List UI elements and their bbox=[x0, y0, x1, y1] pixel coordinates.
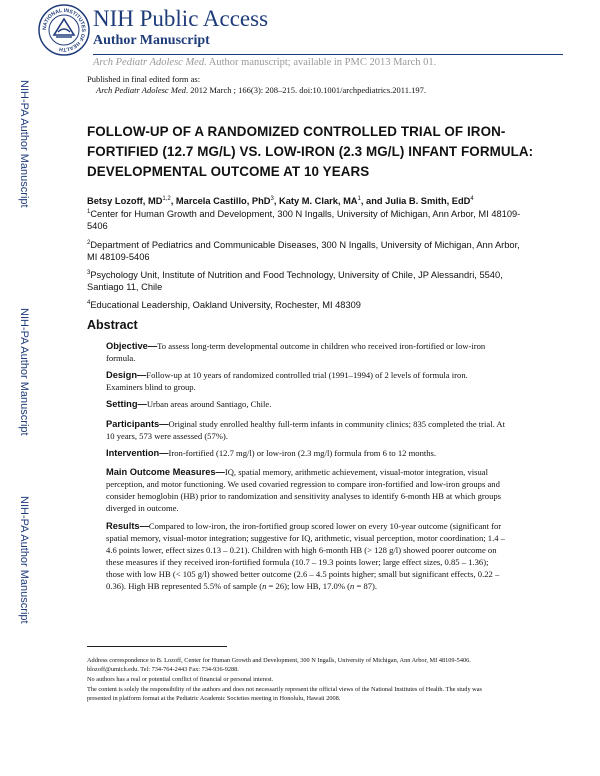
affiliation-mark: 1 bbox=[87, 209, 91, 215]
side-label: NIH-PA Author Manuscript bbox=[18, 496, 30, 624]
section-text: To assess long-term developmental outcome in children who received iron-fortified or low-iron formula. bbox=[106, 341, 486, 363]
section-text: Original study enrolled healthy full-term infants in community clinics; 835 completed the trial. At 10 years, 573 were assessed (57%). bbox=[106, 419, 506, 441]
author-name: Katy M. Clark, MA bbox=[279, 196, 358, 207]
abstract-outcome-measures bbox=[106, 466, 506, 514]
journal-availability bbox=[93, 57, 436, 69]
affiliation bbox=[87, 237, 527, 263]
section-label: Objective— bbox=[106, 341, 158, 351]
citation-journal: Arch Pediatr Adolesc Med bbox=[96, 85, 186, 95]
section-text: Follow-up at 10 years of randomized controlled trial (1991–1994) of 2 levels of formula iron. Examiners blind to group. bbox=[106, 370, 468, 392]
author-separator: , bbox=[170, 196, 176, 207]
section-label: Setting— bbox=[106, 399, 147, 409]
section-text: Urban areas around Santiago, Chile. bbox=[146, 399, 272, 409]
abstract-intervention bbox=[106, 447, 506, 459]
section-label: Design— bbox=[106, 370, 147, 380]
seal-text: NATIONAL INSTITUTES OF HEALTH bbox=[41, 7, 87, 53]
author-separator: , and bbox=[360, 196, 386, 207]
affiliation-text: Educational Leadership, Oakland University, Rochester, MI 48309 bbox=[90, 300, 361, 311]
footnote-conflict: No authors has a real or potential conflict of financial or personal interest. bbox=[87, 676, 274, 683]
affiliation-mark: 4 bbox=[87, 300, 91, 306]
sample-size-symbol: n bbox=[350, 581, 355, 591]
affiliation-text: Psychology Unit, Institute of Nutrition and Food Technology, University of Chile, JP Alessandri, 5540, Santiago 11, Chile bbox=[87, 270, 503, 293]
side-label: NIH-PA Author Manuscript bbox=[18, 308, 30, 436]
affiliation-text: Department of Pediatrics and Communicable Diseases, 300 N Ingalls, University of Michigan, Ann Arbor, MI 48109-5406 bbox=[87, 240, 520, 263]
abstract-design bbox=[106, 369, 506, 393]
author-name: Julia B. Smith, EdD bbox=[385, 196, 471, 207]
abstract-heading: Abstract bbox=[87, 318, 138, 332]
author-manuscript-label: Author Manuscript bbox=[93, 33, 210, 48]
section-text: Compared to low-iron, the iron-fortified group scored lower on every 10-year outcome (significant for spatial memory, visual-motor integration; suggestive for IQ, arithmetic, visual perception, motor coordination; 1.4 – 4.6 points lower, effect sizes 0.13 – 0.21). Children with high 6-month HB (> 128 g/l) showed poorer outcome on these measures if they received iron-fortified formula (10.7 – 19.3 points lower; large effect sizes, 0.85 – 1.36); those with low HB (< 105 g/l) showed better outcome (2.6 – 4.5 points higher; small but significant effects, 0.22 – 0.36). High HB represented 5.5% of sample ( bbox=[106, 521, 505, 591]
section-text: = 87). bbox=[354, 581, 378, 591]
footnote-divider bbox=[87, 646, 227, 647]
affiliation-mark: 3 bbox=[87, 270, 91, 276]
author-affiliation-mark: 3 bbox=[270, 196, 274, 202]
author-separator: , bbox=[273, 196, 279, 207]
affiliation bbox=[87, 206, 527, 232]
section-label: Main Outcome Measures— bbox=[106, 467, 225, 477]
article-title: FOLLOW-UP OF A RANDOMIZED CONTROLLED TRIAL OF IRON-FORTIFIED (12.7 MG/L) VS. LOW-IRON (2.3 MG/L) INFANT FORMULA: DEVELOPMENTAL OUTCOME AT 10 YEARS bbox=[87, 124, 534, 179]
abstract-results bbox=[106, 520, 506, 592]
abstract-participants bbox=[106, 418, 506, 442]
affiliation-text: Center for Human Growth and Development, 300 N Ingalls, University of Michigan, Ann Arbor, MI 48109-5406 bbox=[87, 209, 521, 232]
section-text: Iron-fortified (12.7 mg/l) or low-iron (2.3 mg/l) formula from 6 to 12 months. bbox=[168, 448, 437, 458]
affiliation bbox=[87, 297, 527, 311]
header-divider bbox=[93, 54, 563, 55]
section-text: = 26); low HB, 17.0% ( bbox=[266, 581, 351, 591]
author-affiliation-mark: 1 bbox=[357, 196, 361, 202]
availability-text: Author manuscript; available in PMC 2013 March 01. bbox=[208, 57, 437, 68]
author-affiliation-mark: 1,2 bbox=[162, 196, 171, 202]
author-affiliation-mark: 4 bbox=[470, 196, 474, 202]
section-label: Participants— bbox=[106, 419, 169, 429]
section-label: Results— bbox=[106, 521, 149, 531]
author-name: Betsy Lozoff, MD bbox=[87, 196, 163, 207]
nih-public-access-title: NIH Public Access bbox=[93, 6, 269, 31]
footnote-disclaimer: The content is solely the responsibility of the authors and does not necessarily represent the official views of the National Institutes of Health. The study was presented in platform format at the Pediatric Academic Societies meeting in Honolulu, Hawaii 2008. bbox=[87, 686, 482, 702]
author-list bbox=[87, 193, 474, 207]
nih-seal-icon bbox=[38, 4, 90, 56]
citation-line bbox=[96, 85, 426, 96]
published-in-line: Published in final edited form as: bbox=[87, 74, 201, 84]
author-name: Marcela Castillo, PhD bbox=[175, 196, 271, 207]
abstract-setting bbox=[106, 398, 506, 410]
affiliation bbox=[87, 267, 527, 293]
affiliation-mark: 2 bbox=[87, 240, 91, 246]
sample-size-symbol: n bbox=[262, 581, 267, 591]
section-label: Intervention— bbox=[106, 448, 169, 458]
side-label: NIH-PA Author Manuscript bbox=[18, 80, 30, 208]
footnote-correspondence: Address correspondence to B. Lozoff, Center for Human Growth and Development, 300 N Ingalls, University of Michigan, Ann Arbor, MI 48109-5406. blozoff@umich.edu. Tel: 734-764-2443 Fax: 734-936-9288. bbox=[87, 657, 471, 673]
section-text: IQ, spatial memory, arithmetic achievement, visual-motor integration, visual perception, and motor functioning. We used covaried regression to compare iron-fortified and low-iron groups and consider hemoglobin (HB) prior to randomization and sensitivity analyses to identify 6-month HB at which groups diverged in outcome. bbox=[106, 467, 502, 513]
citation-details: . 2012 March ; 166(3): 208–215. doi:10.1001/archpediatrics.2011.197. bbox=[185, 85, 426, 95]
abstract-objective bbox=[106, 340, 506, 364]
journal-name: Arch Pediatr Adolesc Med. bbox=[93, 57, 207, 68]
